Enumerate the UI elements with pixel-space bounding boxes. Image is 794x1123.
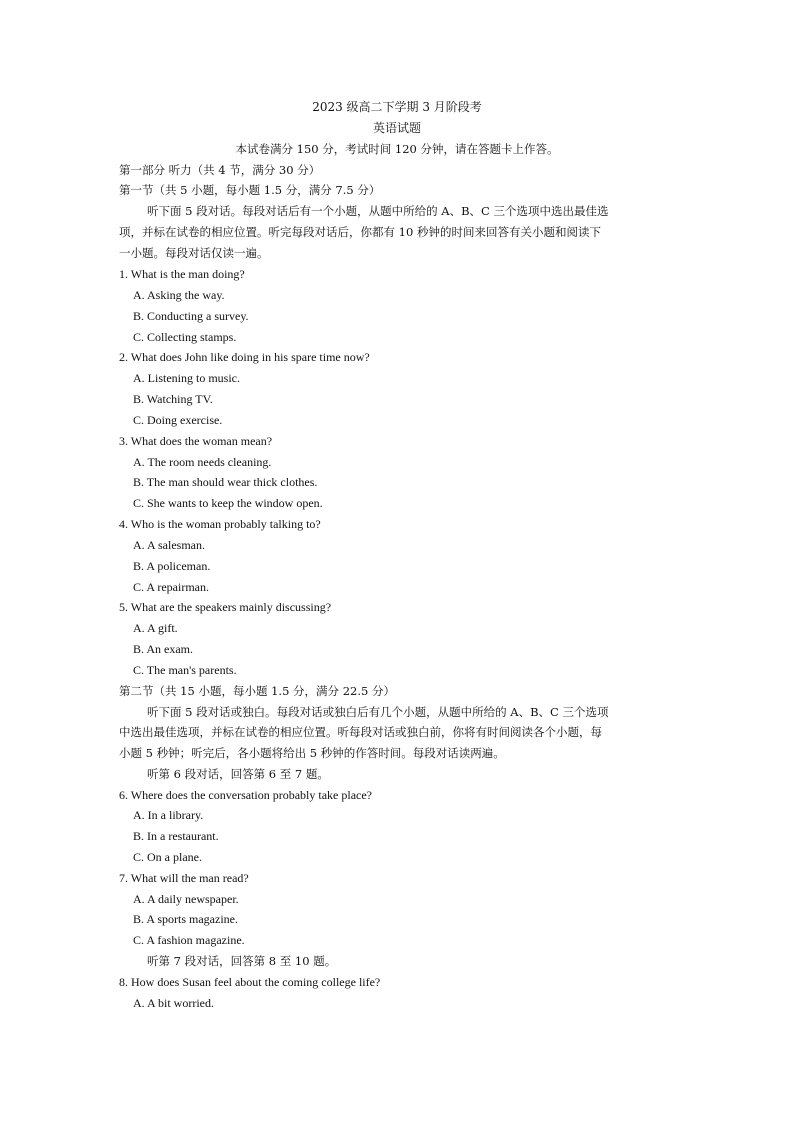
exam-subtitle: 英语试题 bbox=[372, 121, 421, 135]
exam-title: 2023 级高二下学期 3 月阶段考 bbox=[312, 100, 482, 114]
question-option: C. Doing exercise. bbox=[133, 413, 223, 427]
question-option: B. Watching TV. bbox=[133, 392, 213, 406]
question-stem: 4. Who is the woman probably talking to? bbox=[119, 517, 321, 531]
question-option: C. She wants to keep the window open. bbox=[133, 496, 323, 510]
question-stem: 5. What are the speakers mainly discussing? bbox=[119, 600, 332, 614]
section1-directions-line: 听下面 5 段对话。每段对话后有一个小题，从题中所给的 A、B、C 三个选项中选出最佳选 bbox=[147, 204, 609, 218]
question-option: A. Listening to music. bbox=[133, 371, 240, 385]
question-option: A. A gift. bbox=[133, 621, 178, 635]
question-option: B. An exam. bbox=[133, 642, 193, 656]
question-option: A. A bit worried. bbox=[133, 996, 214, 1010]
section2-directions-line: 小题 5 秒钟；听完后，各小题将给出 5 秒钟的作答时间。每段对话读两遍。 bbox=[119, 746, 505, 760]
question-option: C. A fashion magazine. bbox=[133, 933, 245, 947]
question-option: B. A policeman. bbox=[133, 559, 211, 573]
section2-heading: 第二节（共 15 小题，每小题 1.5 分，满分 22.5 分） bbox=[119, 684, 395, 698]
section1-heading: 第一节（共 5 小题，每小题 1.5 分，满分 7.5 分） bbox=[119, 183, 381, 197]
question-option: B. The man should wear thick clothes. bbox=[133, 475, 318, 489]
dialogue-cue: 听第 6 段对话，回答第 6 至 7 题。 bbox=[147, 767, 329, 781]
question-option: B. A sports magazine. bbox=[133, 912, 238, 926]
question-option: B. In a restaurant. bbox=[133, 829, 219, 843]
question-option: C. The man's parents. bbox=[133, 663, 237, 677]
question-stem: 8. How does Susan feel about the coming college life? bbox=[119, 975, 381, 989]
question-option: A. A salesman. bbox=[133, 538, 205, 552]
question-option: C. Collecting stamps. bbox=[133, 330, 237, 344]
question-option: C. A repairman. bbox=[133, 580, 209, 594]
question-stem: 2. What does John like doing in his spare time now? bbox=[119, 350, 370, 364]
question-option: A. In a library. bbox=[133, 808, 204, 822]
question-option: C. On a plane. bbox=[133, 850, 202, 864]
question-stem: 7. What will the man read? bbox=[119, 871, 249, 885]
section1-directions-line: 一小题。每段对话仅读一遍。 bbox=[119, 246, 269, 260]
section2-directions-line: 中选出最佳选项，并标在试卷的相应位置。听每段对话或独白前，你将有时间阅读各个小题，每 bbox=[119, 725, 602, 739]
question-option: B. Conducting a survey. bbox=[133, 309, 249, 323]
question-stem: 1. What is the man doing? bbox=[119, 267, 245, 281]
question-option: A. A daily newspaper. bbox=[133, 892, 239, 906]
section1-directions-line: 项，并标在试卷的相应位置。听完每段对话后，你都有 10 秒钟的时间来回答有关小题和阅读下 bbox=[119, 225, 601, 239]
part1-heading: 第一部分 听力（共 4 节，满分 30 分） bbox=[119, 163, 321, 177]
exam-instructions: 本试卷满分 150 分，考试时间 120 分钟，请在答题卡上作答。 bbox=[235, 142, 559, 156]
question-stem: 6. Where does the conversation probably take place? bbox=[119, 788, 373, 802]
dialogue-cue: 听第 7 段对话，回答第 8 至 10 题。 bbox=[147, 954, 337, 968]
section2-directions-line: 听下面 5 段对话或独白。每段对话或独白后有几个小题，从题中所给的 A、B、C 三个选项 bbox=[147, 705, 609, 719]
question-option: A. The room needs cleaning. bbox=[133, 455, 272, 469]
question-option: A. Asking the way. bbox=[133, 288, 225, 302]
question-stem: 3. What does the woman mean? bbox=[119, 434, 273, 448]
